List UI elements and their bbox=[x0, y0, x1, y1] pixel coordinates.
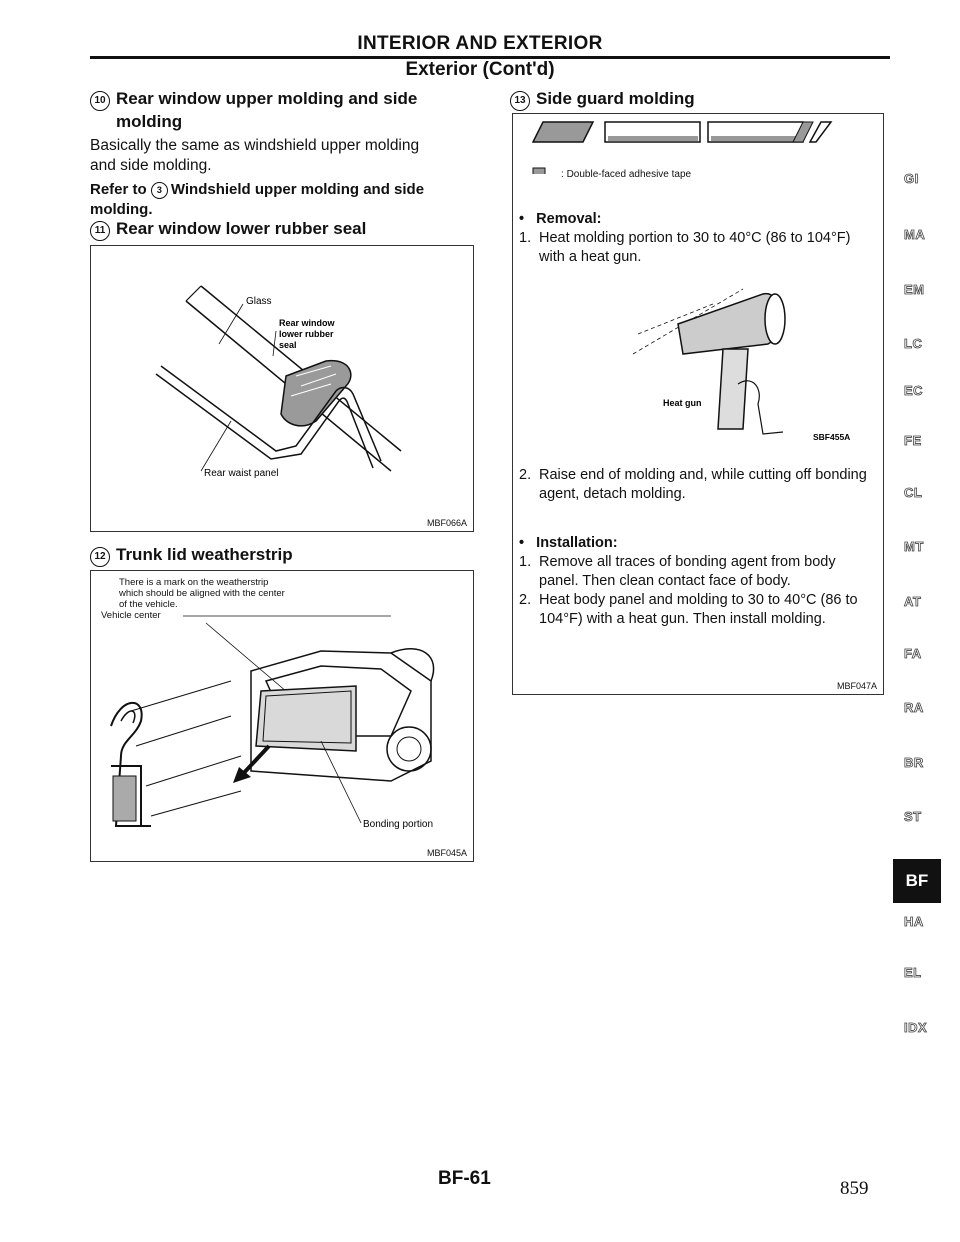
figure-code-sbf455a: SBF455A bbox=[813, 432, 851, 442]
sidebar-tab-em[interactable]: EM bbox=[904, 282, 925, 297]
sidebar-tab-fa[interactable]: FA bbox=[904, 646, 922, 661]
figure-code-mbf066a: MBF066A bbox=[426, 518, 467, 528]
sidebar-tab-gi[interactable]: GI bbox=[904, 171, 919, 186]
figure-side-guard-molding bbox=[512, 113, 884, 695]
item-number-11: 11 bbox=[90, 221, 110, 241]
installation-label: • Installation: bbox=[519, 535, 618, 551]
label-bonding-portion: Bonding portion bbox=[363, 819, 434, 830]
label-seal-3: seal bbox=[279, 340, 297, 350]
label-seal-1: Rear window bbox=[279, 318, 335, 328]
sidebar-tab-el[interactable]: EL bbox=[904, 965, 922, 980]
removal-block bbox=[519, 210, 874, 267]
figure-rear-window-seal bbox=[90, 245, 474, 532]
sidebar-tab-bf-active[interactable]: BF bbox=[893, 859, 941, 903]
removal-label: • Removal: bbox=[519, 211, 602, 227]
section-10 bbox=[90, 88, 480, 220]
section-13 bbox=[510, 88, 890, 111]
sidebar-tab-ra[interactable]: RA bbox=[904, 700, 924, 715]
page-number: 859 bbox=[840, 1178, 869, 1199]
label-glass: Glass bbox=[246, 296, 272, 307]
installation-step-2: 2. Heat body panel and molding to 30 to 40°C (86 to 104°F) with a heat gun. Then install molding. bbox=[519, 592, 858, 627]
page-header-title: INTERIOR AND EXTERIOR bbox=[357, 33, 603, 54]
weatherstrip-note: There is a mark on the weatherstrip which should be aligned with the center of the vehicle. bbox=[119, 577, 285, 610]
label-waist-panel: Rear waist panel bbox=[204, 468, 279, 479]
removal-step-2: 2. Raise end of molding and, while cutting off bonding agent, detach molding. bbox=[519, 467, 867, 502]
sidebar-tab-lc[interactable]: LC bbox=[904, 336, 923, 351]
removal-step-1: 1. Heat molding portion to 30 to 40°C (86 to 104°F) with a heat gun. bbox=[519, 230, 851, 265]
section-12-title: 12 Trunk lid weatherstrip bbox=[90, 544, 480, 567]
item-number-13: 13 bbox=[510, 91, 530, 111]
item-number-12: 12 bbox=[90, 547, 110, 567]
section-13-title: 13 Side guard molding bbox=[510, 88, 890, 111]
label-seal-2: lower rubber bbox=[279, 329, 334, 339]
section-11-title: 11 Rear window lower rubber seal bbox=[90, 218, 480, 241]
label-heat-gun: Heat gun bbox=[663, 398, 702, 408]
sidebar-tab-mt[interactable]: MT bbox=[904, 539, 924, 554]
item-number-10: 10 bbox=[90, 91, 110, 111]
section-10-title: 10 Rear window upper molding and side molding bbox=[90, 88, 480, 132]
sidebar-tab-st[interactable]: ST bbox=[904, 809, 922, 824]
page-header-subtitle: Exterior (Cont'd) bbox=[405, 59, 555, 80]
section-10-text: Basically the same as windshield upper molding and side molding. bbox=[90, 137, 420, 174]
label-vehicle-center: Vehicle center bbox=[101, 610, 161, 621]
legend-adhesive-tape: : Double-faced adhesive tape bbox=[561, 169, 692, 180]
section-12 bbox=[90, 544, 480, 567]
rear-window-seal-diagram bbox=[91, 246, 473, 531]
sidebar-tab-ma[interactable]: MA bbox=[904, 227, 926, 242]
sidebar-tab-cl[interactable]: CL bbox=[904, 485, 923, 500]
figure-trunk-weatherstrip bbox=[90, 570, 474, 862]
installation-step-1: 1. Remove all traces of bonding agent from body panel. Then clean contact face of body. bbox=[519, 554, 836, 589]
installation-block bbox=[519, 534, 874, 629]
sidebar-tab-br[interactable]: BR bbox=[904, 755, 924, 770]
sidebar-tab-ec[interactable]: EC bbox=[904, 383, 924, 398]
heat-gun-diagram bbox=[513, 264, 883, 464]
figure-code-mbf045a: MBF045A bbox=[426, 848, 467, 858]
molding-cross-section-diagram bbox=[513, 114, 883, 174]
sidebar-tab-ha[interactable]: HA bbox=[904, 914, 924, 929]
figure-code-mbf047a: MBF047A bbox=[836, 681, 877, 691]
removal-step-2-block bbox=[519, 466, 874, 504]
sidebar-tab-fe[interactable]: FE bbox=[904, 433, 922, 448]
page-code: BF-61 bbox=[438, 1168, 491, 1189]
section-10-reference: Refer to 3 Windshield upper molding and side molding. bbox=[90, 181, 425, 218]
section-11 bbox=[90, 218, 480, 241]
sidebar-tab-at[interactable]: AT bbox=[904, 594, 922, 609]
sidebar-tab-idx[interactable]: IDX bbox=[904, 1020, 928, 1035]
